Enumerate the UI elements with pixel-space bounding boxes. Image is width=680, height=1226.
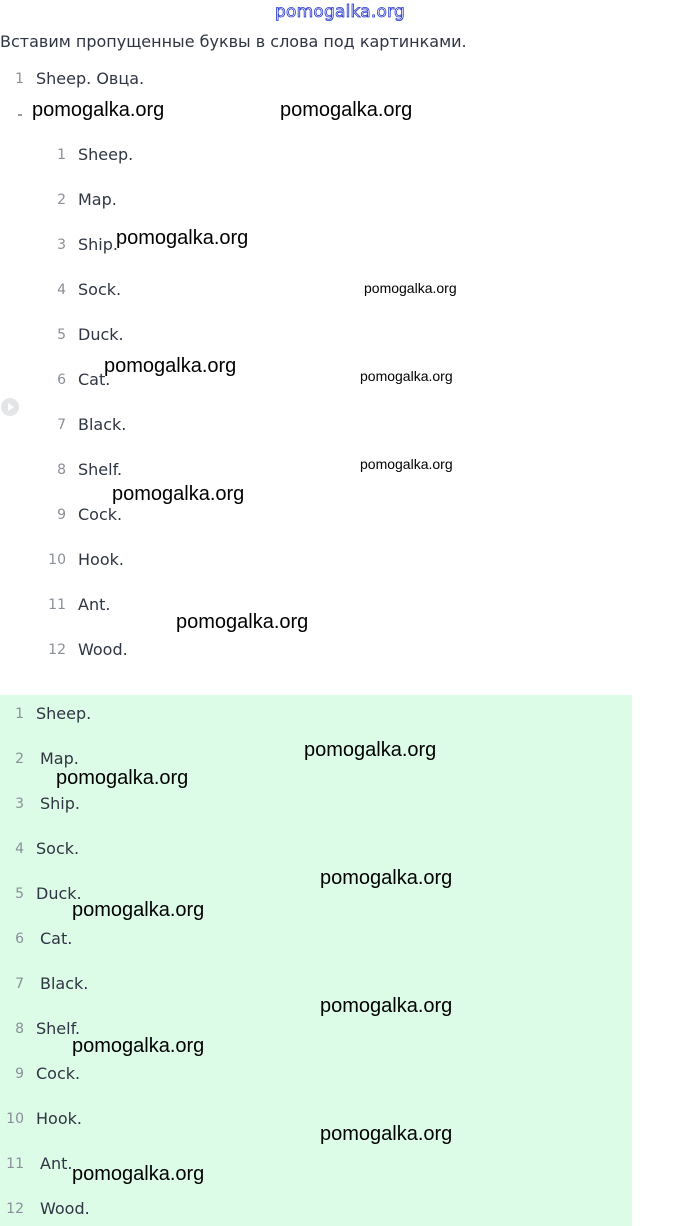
watermark: pomogalka.org: [32, 99, 165, 121]
answer-item-number: 11: [6, 1156, 24, 1172]
answer-item-number: 12: [6, 1201, 24, 1217]
answer-item-text: Map.: [40, 749, 79, 768]
list-item-number: 4: [57, 282, 66, 298]
list-item-number: 7: [57, 417, 66, 433]
site-logo[interactable]: pomogalka.org: [275, 2, 405, 22]
answer-item-text: Ant.: [40, 1154, 73, 1173]
list-item-text: Map.: [78, 190, 117, 209]
answer-item-text: Wood.: [40, 1199, 90, 1218]
watermark: pomogalka.org: [364, 280, 457, 296]
watermark: pomogalka.org: [116, 227, 249, 249]
divider-dash: [18, 114, 22, 116]
list-item-text: Cat.: [78, 370, 111, 389]
answer-item-text: Sock.: [36, 839, 80, 858]
list-item-number: 12: [48, 642, 66, 658]
list-item: [0, 638, 300, 662]
answer-item-number: 10: [6, 1111, 24, 1127]
answer-item-text: Cock.: [36, 1064, 81, 1083]
list-item: [0, 503, 300, 527]
watermark: pomogalka.org: [280, 99, 413, 121]
list-item-text: Shelf.: [78, 460, 123, 479]
list-item: [0, 548, 300, 572]
answer-item-number: 6: [15, 931, 24, 947]
list-item-text: Hook.: [78, 550, 124, 569]
answer-item-text: Duck.: [36, 884, 82, 903]
watermark: pomogalka.org: [104, 355, 237, 377]
list-item-text: Black.: [78, 415, 127, 434]
list-item: [0, 413, 300, 437]
answer-item-number: 5: [15, 886, 24, 902]
answer-item-text: Sheep.: [36, 704, 92, 723]
answer-item: [0, 1197, 300, 1221]
answer-item: [0, 972, 300, 996]
answer-item: [0, 927, 300, 951]
instruction-text: Вставим пропущенные буквы в слова под картинками.: [0, 32, 467, 51]
answer-item: [0, 1062, 300, 1086]
answer-item: [0, 702, 300, 726]
watermark: pomogalka.org: [360, 456, 453, 472]
list-item: [0, 188, 300, 212]
first-item-text: Sheep. Овца.: [36, 69, 145, 88]
watermark: pomogalka.org: [72, 1035, 205, 1057]
watermark: pomogalka.org: [360, 368, 453, 384]
answer-item-text: Shelf.: [36, 1019, 81, 1038]
watermark: pomogalka.org: [320, 995, 453, 1017]
watermark: pomogalka.org: [72, 1163, 205, 1185]
list-item-text: Ant.: [78, 595, 111, 614]
list-item-number: 9: [57, 507, 66, 523]
list-item-number: 2: [57, 192, 66, 208]
list-item-text: Duck.: [78, 325, 124, 344]
list-item-number: 3: [57, 237, 66, 253]
list-item-text: Cock.: [78, 505, 123, 524]
watermark: pomogalka.org: [56, 767, 189, 789]
answer-item: [0, 837, 300, 861]
first-item-number: 1: [15, 71, 24, 87]
list-item: [0, 278, 300, 302]
answer-item-text: Hook.: [36, 1109, 82, 1128]
answer-item: [0, 1107, 300, 1131]
list-item-number: 6: [57, 372, 66, 388]
list-item-number: 5: [57, 327, 66, 343]
watermark: pomogalka.org: [72, 899, 205, 921]
first-item: [0, 67, 300, 91]
answer-item-number: 9: [15, 1066, 24, 1082]
answer-item-number: 3: [15, 796, 24, 812]
watermark: pomogalka.org: [304, 739, 437, 761]
watermark: pomogalka.org: [176, 611, 309, 633]
answer-item-number: 7: [15, 976, 24, 992]
list-item-number: 11: [48, 597, 66, 613]
answer-item: [0, 792, 300, 816]
list-item: [0, 143, 300, 167]
answer-item-text: Cat.: [40, 929, 73, 948]
list-item-text: Ship.: [78, 235, 118, 254]
list-item: [0, 323, 300, 347]
list-item-text: Sock.: [78, 280, 122, 299]
answer-item-number: 2: [15, 751, 24, 767]
answer-item-text: Ship.: [40, 794, 80, 813]
list-item-number: 8: [57, 462, 66, 478]
list-item-text: Sheep.: [78, 145, 134, 164]
watermark: pomogalka.org: [320, 867, 453, 889]
watermark: pomogalka.org: [320, 1123, 453, 1145]
answer-item-number: 1: [15, 706, 24, 722]
answer-item-number: 4: [15, 841, 24, 857]
play-icon[interactable]: [0, 397, 20, 417]
list-item: [0, 458, 300, 482]
answer-item-number: 8: [15, 1021, 24, 1037]
answer-item-text: Black.: [40, 974, 89, 993]
list-item-text: Wood.: [78, 640, 128, 659]
list-item-number: 1: [57, 147, 66, 163]
watermark: pomogalka.org: [112, 483, 245, 505]
list-item-number: 10: [48, 552, 66, 568]
